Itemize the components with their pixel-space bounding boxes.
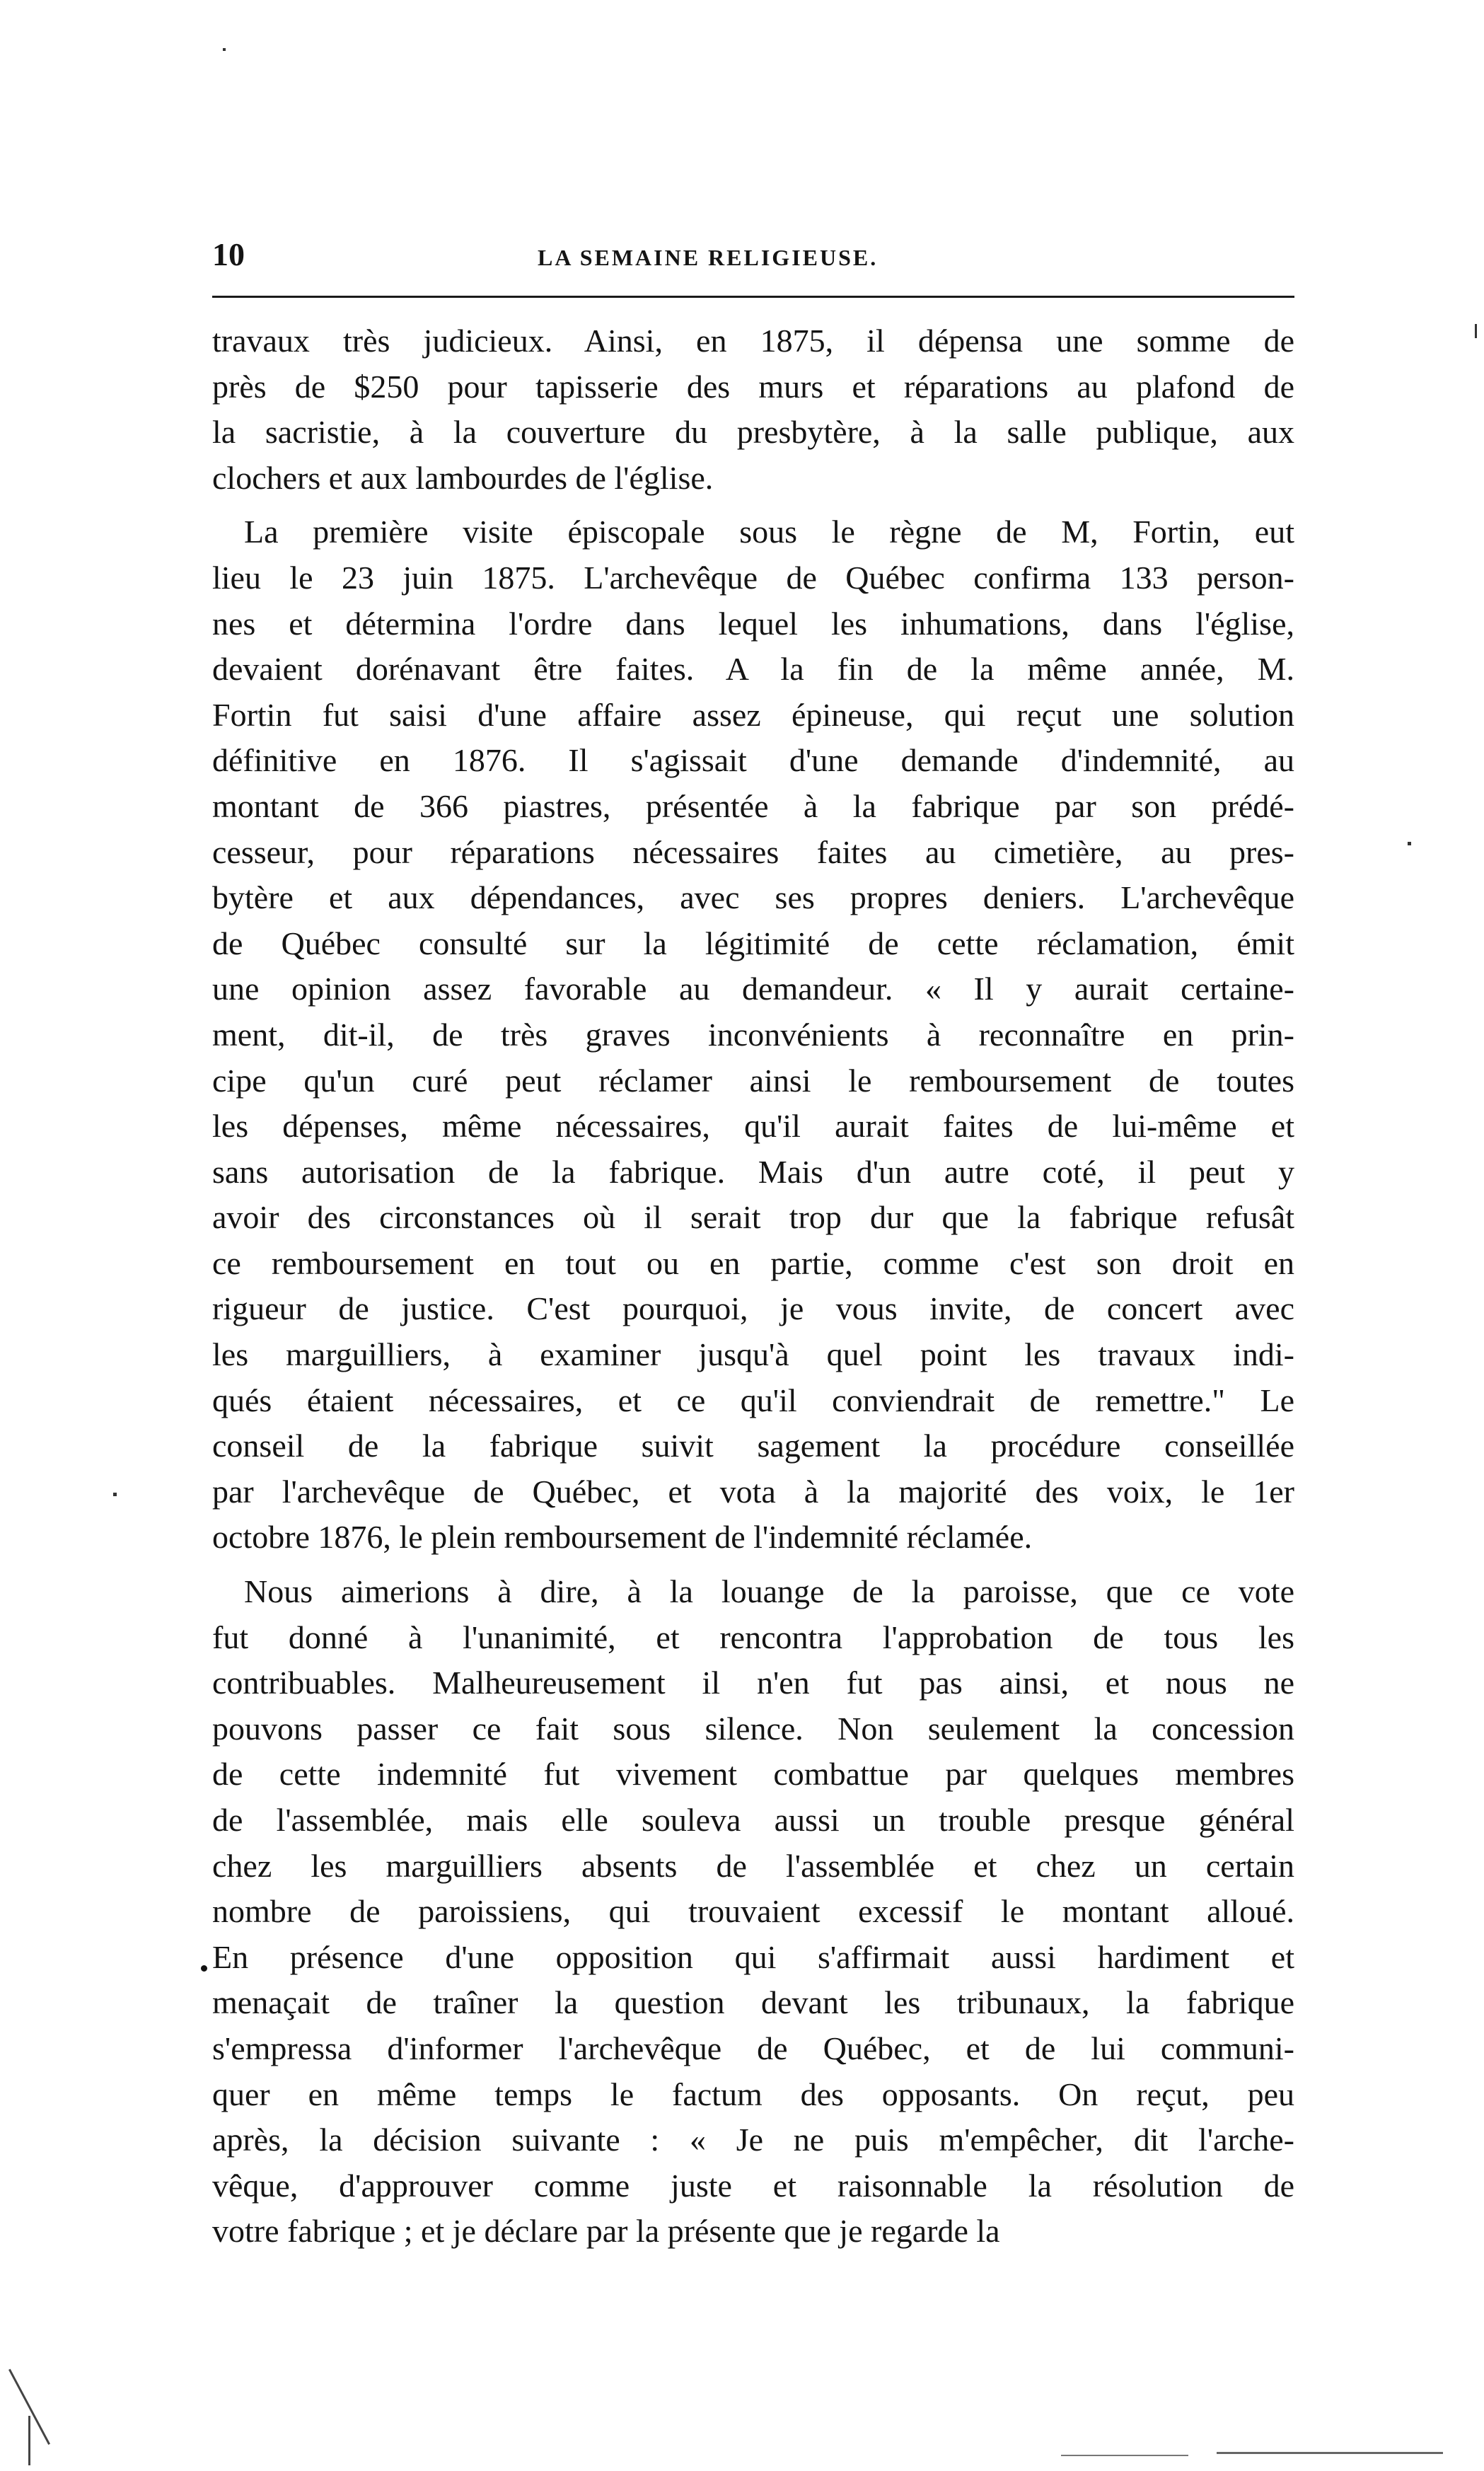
text-line: Nous aimerions à dire, à la louange de la paroisse, que ce vote (244, 1573, 1294, 1610)
text-line: votre fabrique ; et je déclare par la présente que je regarde la (212, 2213, 1000, 2250)
body-text (212, 318, 1294, 2255)
text-line: clochers et aux lambourdes de l'église. (212, 459, 714, 496)
text-line: fut donné à l'unanimité, et rencontra l'approbation de tous les (212, 1619, 1294, 1655)
scan-speck (28, 2416, 30, 2465)
text-line: travaux très judicieux. Ainsi, en 1875, il dépensa une somme de (212, 323, 1294, 359)
text-line: cipe qu'un curé peut réclamer ainsi le remboursement de toutes (212, 1062, 1294, 1099)
scan-speck (1408, 842, 1411, 845)
text-line: s'empressa d'informer l'archevêque de Québec, et de lui communi- (212, 2030, 1294, 2066)
text-line: conseil de la fabrique suivit sagement la procédure conseillée (212, 1428, 1294, 1464)
text-line: bytère et aux dépendances, avec ses propres deniers. L'archevêque (212, 879, 1294, 916)
text-line: menaçait de traîner la question devant les tribunaux, la fabrique (212, 1984, 1294, 2021)
text-line: vêque, d'approuver comme juste et raisonnable la résolution de (212, 2167, 1294, 2204)
text-line: chez les marguilliers absents de l'assemblée et chez un certain (212, 1847, 1294, 1884)
text-line: définitive en 1876. Il s'agissait d'une demande d'indemnité, au (212, 742, 1294, 779)
text-line: après, la décision suivante : « Je ne puis m'empêcher, dit l'arche- (212, 2122, 1294, 2158)
text-line: les marguilliers, à examiner jusqu'à quel point les travaux indi- (212, 1336, 1294, 1373)
text-line: sans autorisation de la fabrique. Mais d'un autre coté, il peut y (212, 1153, 1294, 1190)
text-line: pouvons passer ce fait sous silence. Non seulement la concession (212, 1710, 1294, 1747)
text-line: contribuables. Malheureusement il n'en fut pas ainsi, et nous ne (212, 1665, 1294, 1701)
paragraph-gap (212, 501, 1294, 509)
text-line: une opinion assez favorable au demandeur. « Il y aurait certaine- (212, 971, 1294, 1007)
scan-speck (1475, 324, 1477, 338)
text-line: En présence d'une opposition qui s'affirmait aussi hardiment et (212, 1938, 1294, 1975)
page-number: 10 (212, 236, 245, 272)
text-line: près de $250 pour tapisserie des murs et réparations au plafond de (212, 368, 1294, 405)
text-line: La première visite épiscopale sous le règne de M, Fortin, eut (244, 514, 1294, 550)
scan-speck (1217, 2452, 1443, 2454)
scan-speck (223, 48, 226, 51)
text-line: nombre de paroissiens, qui trouvaient excessif le montant alloué. (212, 1893, 1294, 1930)
text-line: les dépenses, même nécessaires, qu'il aurait faites de lui-même et (212, 1108, 1294, 1145)
page-header (212, 233, 1294, 276)
text-line: ment, dit-il, de très graves inconvénients à reconnaître en prin- (212, 1016, 1294, 1053)
text-line: de l'assemblée, mais elle souleva aussi un trouble presque général (212, 1802, 1294, 1838)
text-line: par l'archevêque de Québec, et vota à la majorité des voix, le 1er (212, 1473, 1294, 1510)
text-line: rigueur de justice. C'est pourquoi, je vous invite, de concert avec (212, 1290, 1294, 1327)
text-line: ce remboursement en tout ou en partie, comme c'est son droit en (212, 1244, 1294, 1281)
header-rule (212, 296, 1294, 298)
text-line: octobre 1876, le plein remboursement de l'indemnité réclamée. (212, 1519, 1033, 1556)
text-line: devaient dorénavant être faites. A la fin de la même année, M. (212, 651, 1294, 688)
text-line: montant de 366 piastres, présentée à la fabrique par son prédé- (212, 787, 1294, 824)
scan-speck (113, 1493, 117, 1496)
text-line: avoir des circonstances où il serait trop dur que la fabrique refusât (212, 1199, 1294, 1236)
paragraph-gap (212, 1561, 1294, 1569)
text-line: Fortin fut saisi d'une affaire assez épineuse, qui reçut une solution (212, 696, 1294, 733)
scan-speck (1061, 2455, 1188, 2456)
text-line: de cette indemnité fut vivement combattue par quelques membres (212, 1756, 1294, 1793)
text-line: de Québec consulté sur la légitimité de cette réclamation, émit (212, 925, 1294, 961)
text-line: qués étaient nécessaires, et ce qu'il conviendrait de remettre." Le (212, 1382, 1294, 1418)
text-line: cesseur, pour réparations nécessaires faites au cimetière, au pres- (212, 833, 1294, 870)
text-line: nes et détermina l'ordre dans lequel les inhumations, dans l'église, (212, 605, 1294, 642)
paragraph-dot (201, 1965, 207, 1972)
running-title: LA SEMAINE RELIGIEUSE. (538, 245, 879, 270)
text-line: lieu le 23 juin 1875. L'archevêque de Québec confirma 133 person- (212, 559, 1294, 596)
text-line: la sacristie, à la couverture du presbytère, à la salle publique, aux (212, 414, 1294, 451)
text-line: quer en même temps le factum des opposants. On reçut, peu (212, 2076, 1294, 2112)
